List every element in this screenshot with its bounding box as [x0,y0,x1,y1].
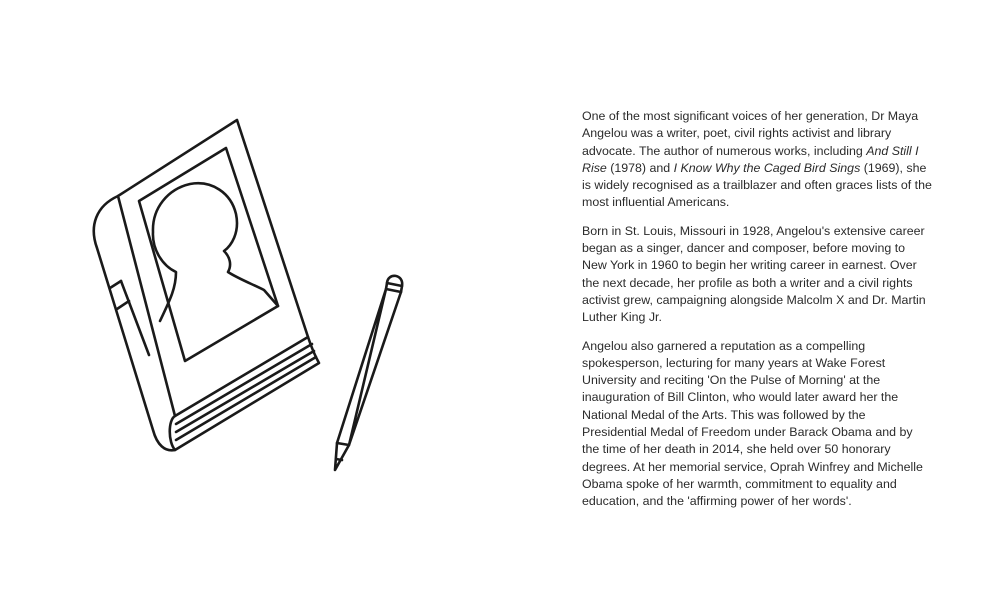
paragraph-legacy: Angelou also garnered a reputation as a compelling spokesperson, lecturing for many years at Wake Forest University and reciting 'On the Pulse of Morning' at the inauguration of Bill Clinton, who would later award her the National Medal of the Arts. This was followed by the Presidential Medal of Freedom under Barack Obama and by the time of her death in 2014, she held over 50 honorary degrees. At her memorial service, Oprah Winfrey and Michelle Obama spoke of her warmth, commitment to equality and education, and the 'affirming power of her words'. [582,338,923,509]
book-portrait-icon [94,120,319,450]
pencil-icon [335,276,402,470]
book-page-line [176,351,314,432]
book-spine [94,196,175,450]
paragraph-career: Born in St. Louis, Missouri in 1928, Angelou's extensive career began as a singer, dancer and composer, before moving to New York in 1960 to begin her writing career in earnest. Over the next decade, her profile as both a writer and a civil rights activist grew, campaigning alongside Malcolm X and Dr. Martin Luther King Jr. [582,223,926,325]
book-spine-band [110,281,121,288]
book-page-line [176,344,312,424]
article-text [582,108,932,522]
book-title-caged-bird: I Know Why the Caged Bird Sings [673,160,861,175]
paragraph-intro-part-3: (1969), she is widely recognised as a trailblazer and often graces lists of the most influential Americans. [582,160,932,210]
paragraph-intro [582,108,932,212]
paragraph-intro-part-1: One of the most significant voices of her generation, Dr Maya Angelou was a writer, poet, civil rights activist and library advocate. The author of numerous works, including [582,109,919,158]
book-spine-band [117,301,129,309]
pencil-lead [336,459,342,460]
pencil-body [337,289,401,445]
book-page-line [176,357,316,440]
paragraph-intro-part-2: (1978) and [606,160,674,175]
book-title-and-still-i-rise: And Still I Rise [582,143,919,175]
pencil-ferrule [386,283,402,292]
pencil-tip [335,443,349,470]
